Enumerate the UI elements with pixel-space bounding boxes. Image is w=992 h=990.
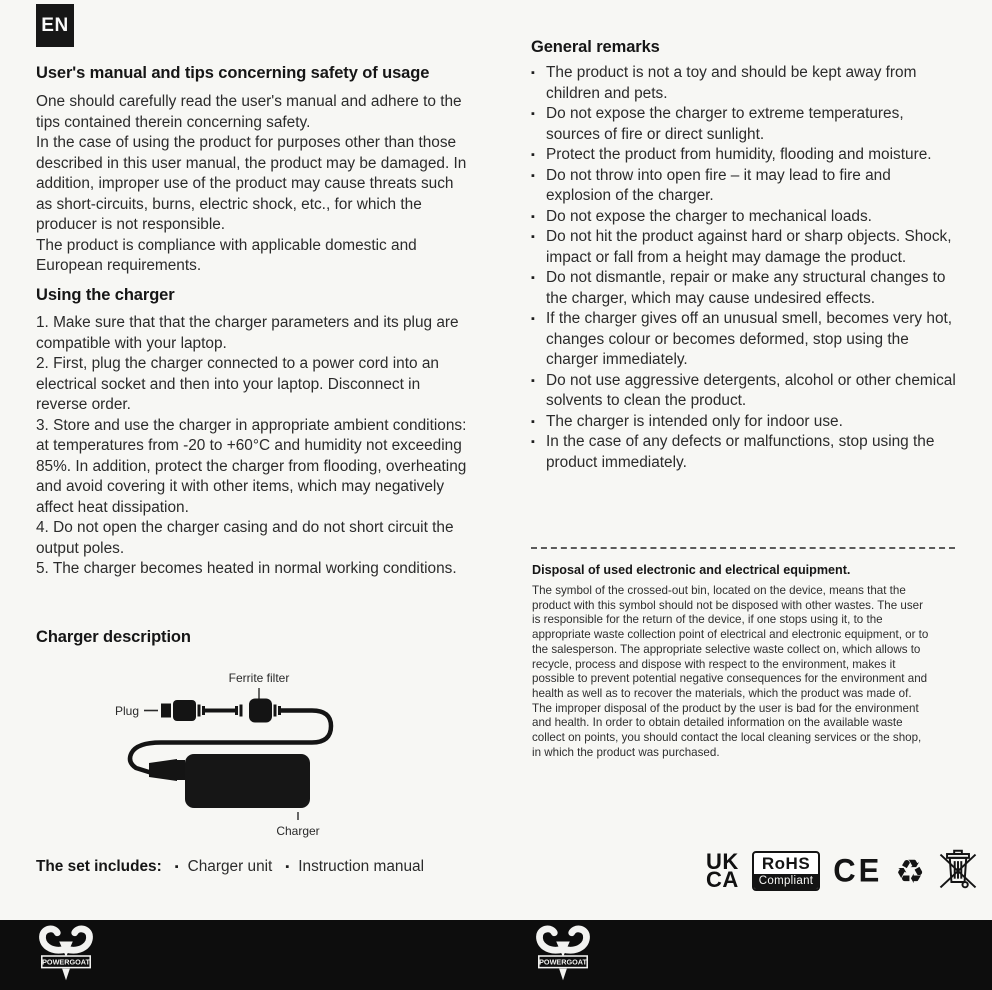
general-remark-item: ▪ The charger is intended only for indoor use. bbox=[531, 412, 959, 433]
charger-diagram bbox=[24, 654, 469, 850]
general-remark-item: ▪ Do not expose the charger to extreme temperatures, sources of fire or direct sunlight. bbox=[531, 104, 959, 145]
general-remark-item: ▪ Do not throw into open fire – it may lead to fire and explosion of the charger. bbox=[531, 166, 959, 207]
set-includes-label: The set includes: bbox=[36, 858, 162, 875]
general-remark-item: ▪ The product is not a toy and should be kept away from children and pets. bbox=[531, 63, 959, 104]
diagram-label-plug: Plug bbox=[114, 704, 139, 718]
rohs-mark bbox=[752, 851, 820, 891]
using-steps bbox=[36, 313, 470, 580]
ukca-line1: UK bbox=[706, 849, 739, 874]
set-includes-items bbox=[162, 858, 424, 875]
diagram-label-ferrite-filter: Ferrite filter bbox=[228, 671, 290, 685]
ce-mark-icon: CE bbox=[833, 852, 883, 889]
general-remark-item: ▪ Protect the product from humidity, flooding and moisture. bbox=[531, 145, 959, 166]
using-step: 3. Store and use the charger in appropriate ambient conditions: at temperatures from -20 to +60°C and humidity not exceeding 85%. In addition, protect the charger from flooding, overheating and avoid covering it with other items, which may negatively affect heat dissipation. bbox=[36, 416, 467, 516]
general-remarks-heading: General remarks bbox=[531, 38, 660, 56]
safety-paragraph: One should carefully read the user's manual and adhere to the tips contained therein concerning safety. bbox=[36, 93, 462, 131]
using-step: 4. Do not open the charger casing and do not short circuit the output poles. bbox=[36, 519, 454, 557]
ukca-line2: CA bbox=[706, 867, 739, 892]
dashed-divider bbox=[531, 547, 955, 549]
plug-tip bbox=[161, 704, 171, 718]
certification-logos bbox=[706, 845, 978, 897]
rohs-compliant-label: Compliant bbox=[754, 874, 818, 889]
charger-body bbox=[185, 754, 310, 808]
recycling-symbol-icon: ♻ bbox=[895, 851, 925, 891]
general-remark-item: ▪ Do not use aggressive detergents, alcohol or other chemical solvents to clean the product. bbox=[531, 371, 959, 412]
rohs-label: RoHS bbox=[761, 854, 811, 873]
set-includes-item: ▪ Charger unit bbox=[162, 858, 273, 875]
safety-paragraph: The product is compliance with applicable domestic and European requirements. bbox=[36, 236, 417, 274]
powergoat-brand-text: POWERGOAT bbox=[42, 957, 90, 967]
language-badge: EN bbox=[36, 4, 74, 47]
general-remark-item: ▪ If the charger gives off an unusual smell, becomes very hot, changes colour or becomes deformed, stop using the charger immediately. bbox=[531, 309, 959, 371]
dc-connector-cone bbox=[149, 759, 177, 781]
disposal-body: The symbol of the crossed-out bin, located on the device, means that the product with this symbol should not be disposed with other wastes. The user is responsible for the return of the device, if one stops using it, to the appropriate waste collection point of electrical and electronic equipment, or to the salesperson. The appropriate selective waste collect on, which allows to recycle, process and dispose with respect to the environment, makes it possible to prevent potential negative consequences for the environment and health as well as to recover the materials, which the product was made of. The improper disposal of the product by the user is bad for the environment and health. In order to obtain detailed information on the available waste collect on points, you should contact the local cleaning services or the shop, in which the product was purchased. bbox=[532, 584, 929, 759]
crossed-out-bin-icon bbox=[938, 848, 978, 894]
using-step: 5. The charger becomes heated in normal working conditions. bbox=[36, 560, 457, 577]
safety-paragraph: In the case of using the product for purposes other than those described in this user manual, the product may be damaged. In addition, improper use of the product may cause threats such as short-circuits, burns, electric shock, etc., for which the producer is not responsible. bbox=[36, 134, 467, 233]
description-section-heading: Charger description bbox=[36, 628, 191, 646]
general-remarks-list bbox=[531, 63, 959, 473]
ukca-mark bbox=[706, 849, 739, 892]
safety-paragraphs bbox=[36, 92, 470, 277]
powergoat-logo-icon bbox=[533, 925, 593, 987]
set-includes-item: ▪ Instruction manual bbox=[272, 858, 424, 875]
powergoat-logo-icon bbox=[36, 925, 96, 987]
ferrite-filter-body bbox=[249, 699, 272, 723]
general-remark-item: ▪ Do not expose the charger to mechanical loads. bbox=[531, 207, 959, 228]
general-remark-item: ▪ Do not dismantle, repair or make any structural changes to the charger, which may cause undesired effects. bbox=[531, 268, 959, 309]
using-step: 1. Make sure that that the charger parameters and its plug are compatible with your laptop. bbox=[36, 314, 459, 352]
using-section-heading: Using the charger bbox=[36, 286, 175, 304]
set-includes-line bbox=[36, 858, 424, 876]
general-remark-item: ▪ Do not hit the product against hard or sharp objects. Shock, impact or fall from a height may damage the product. bbox=[531, 227, 959, 268]
diagram-label-charger: Charger bbox=[276, 824, 320, 838]
powergoat-brand-text: POWERGOAT bbox=[539, 957, 587, 967]
disposal-heading: Disposal of used electronic and electrical equipment. bbox=[532, 563, 851, 577]
plug-body bbox=[173, 700, 196, 721]
footer-bar bbox=[0, 920, 992, 990]
using-step: 2. First, plug the charger connected to a power cord into an electrical socket and then into your laptop. Disconnect in reverse order. bbox=[36, 355, 439, 413]
safety-section-heading: User's manual and tips concerning safety of usage bbox=[36, 64, 430, 82]
dc-connector-tip bbox=[176, 760, 185, 780]
general-remark-item: ▪ In the case of any defects or malfunctions, stop using the product immediately. bbox=[531, 432, 959, 473]
